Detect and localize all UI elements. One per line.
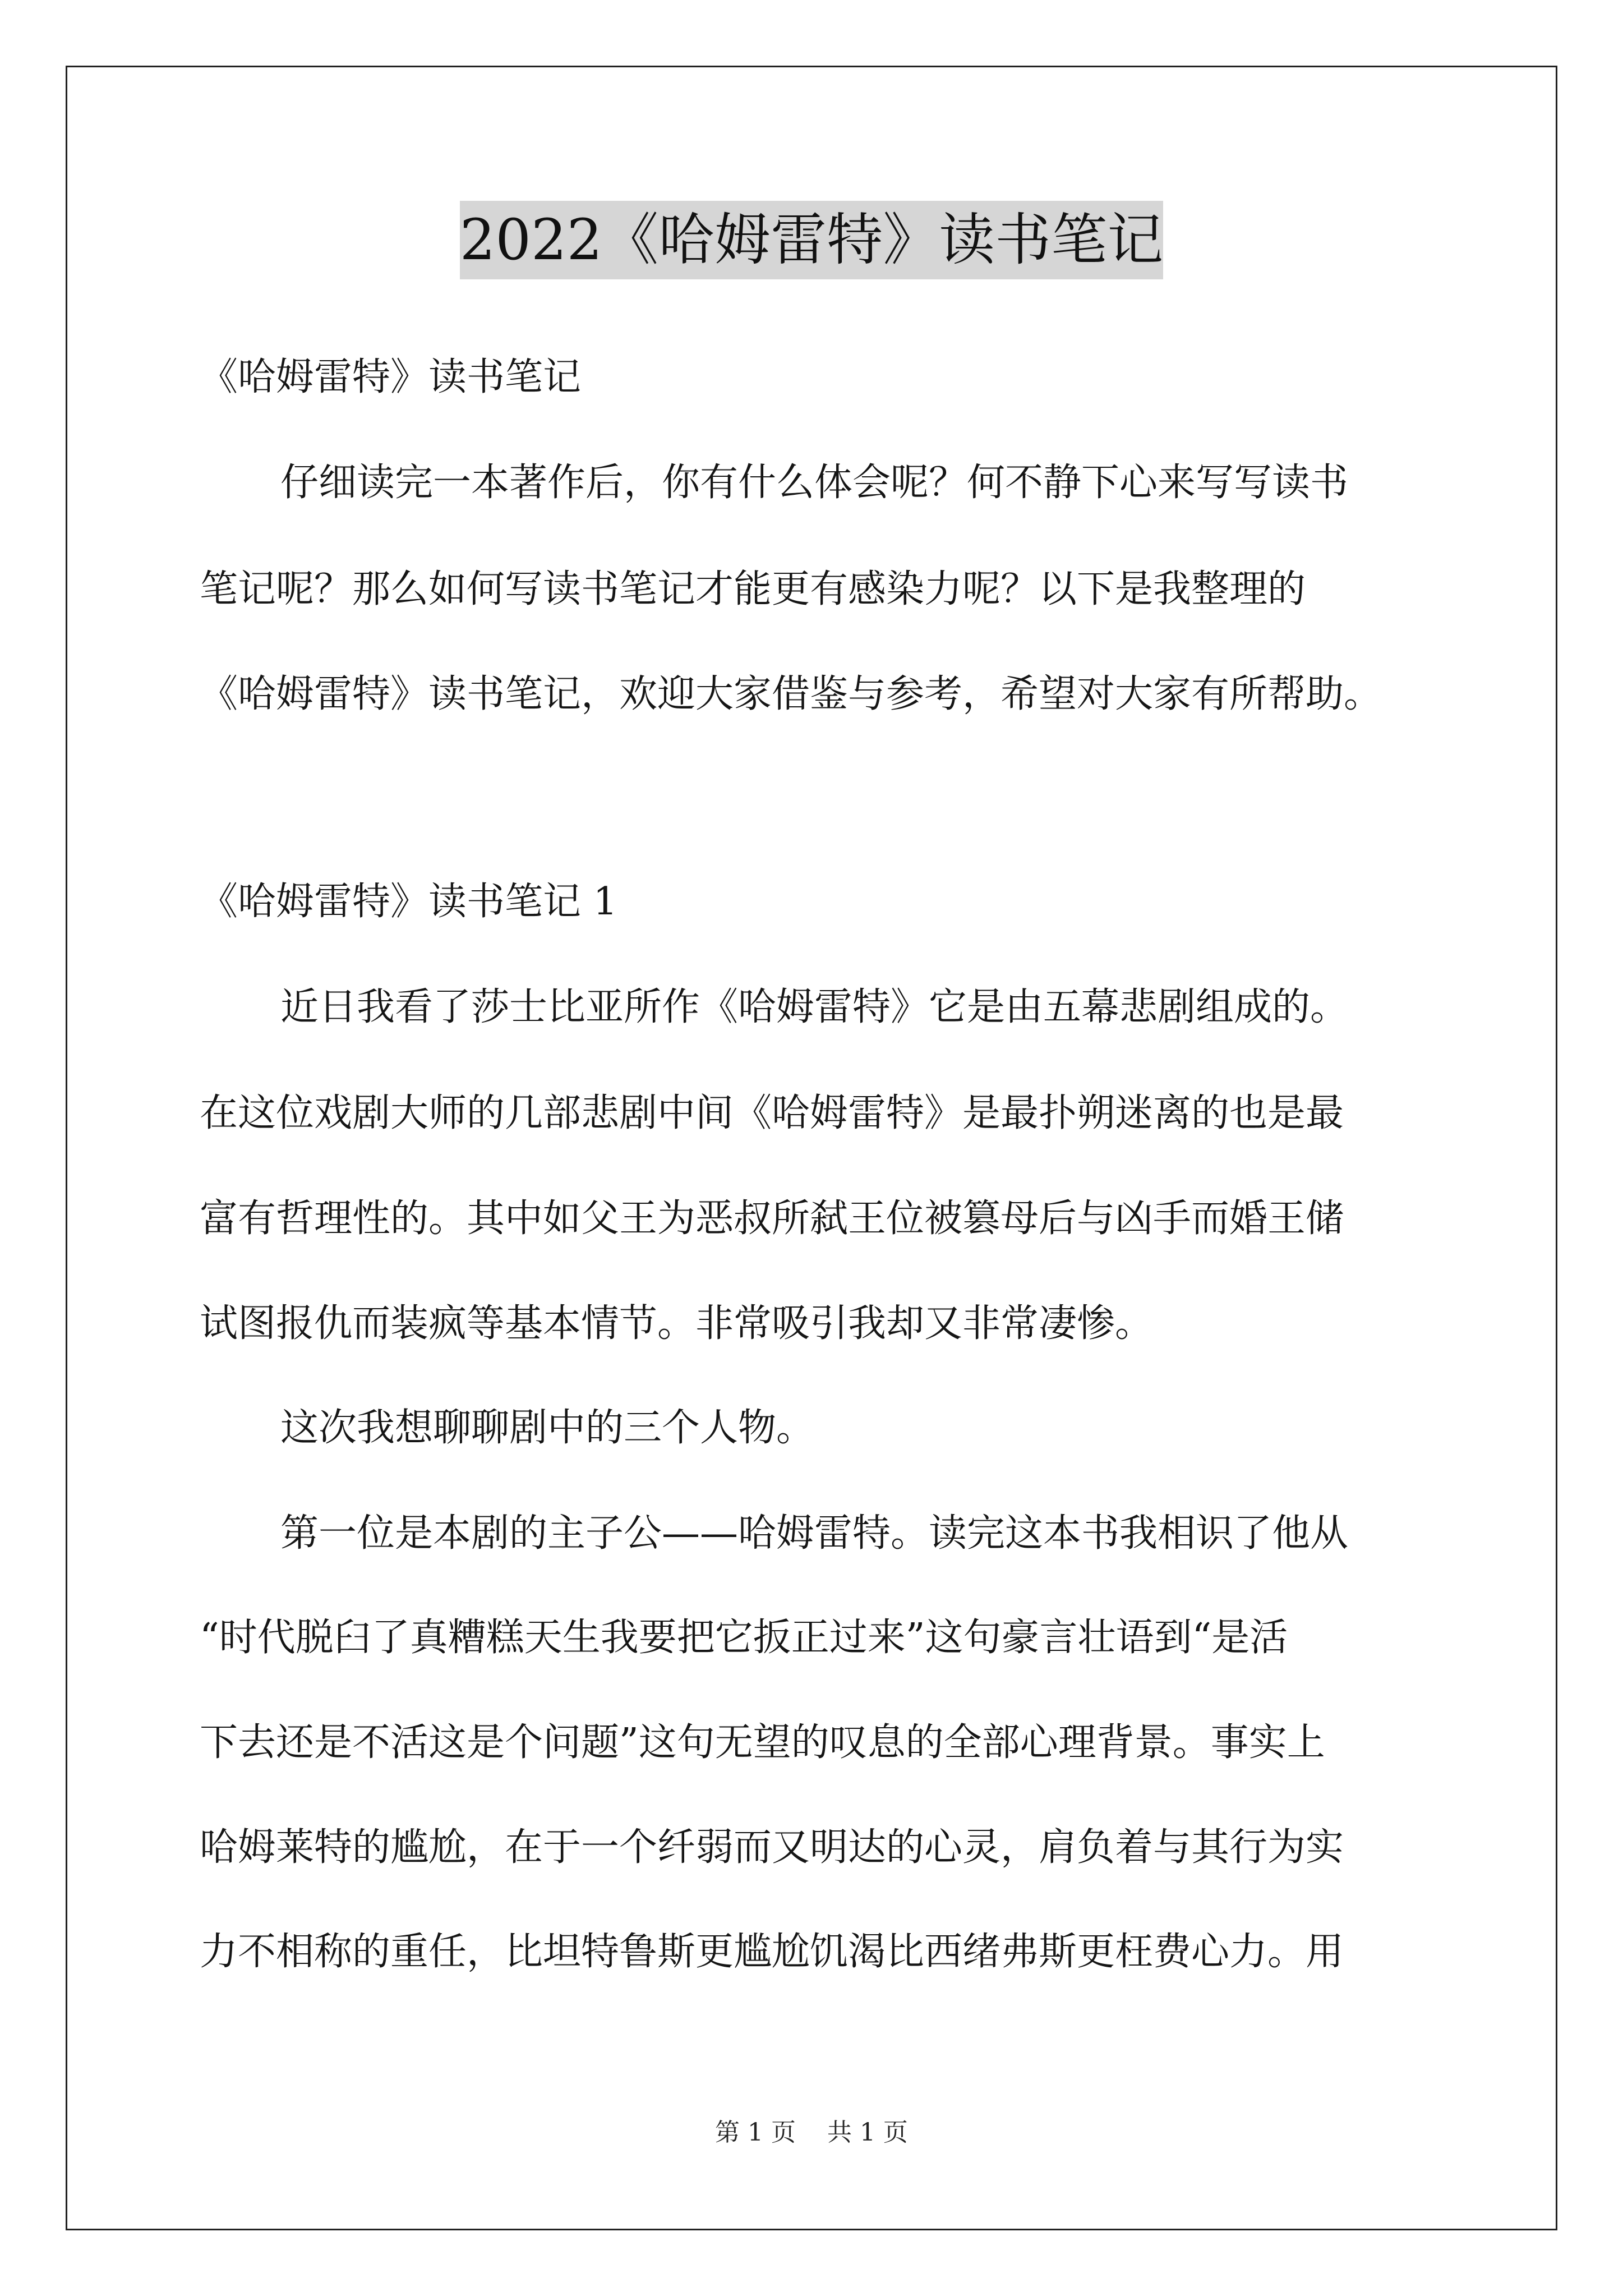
document-title: 2022《哈姆雷特》读书笔记 bbox=[460, 201, 1164, 279]
para3-line-5: 力不相称的重任，比坦特鲁斯更尴尬饥渴比西绪弗斯更枉费心力。用 bbox=[200, 1930, 1344, 1974]
para1-line-4: 试图报仇而装疯等基本情节。非常吸引我却又非常凄惨。 bbox=[200, 1301, 1154, 1346]
intro-line-1: 仔细读完一本著作后，你有什么体会呢？何不静下心来写写读书 bbox=[280, 461, 1349, 505]
page-total: 共 1 页 bbox=[827, 2118, 908, 2147]
section-heading: 《哈姆雷特》读书笔记 1 bbox=[200, 880, 617, 924]
para2-line-1: 这次我想聊聊剧中的三个人物。 bbox=[280, 1406, 815, 1450]
page-footer bbox=[0, 2116, 1623, 2150]
para1-line-1: 近日我看了莎士比亚所作《哈姆雷特》它是由五幕悲剧组成的。 bbox=[280, 985, 1349, 1029]
para3-line-4: 哈姆莱特的尴尬，在于一个纤弱而又明达的心灵，肩负着与其行为实 bbox=[200, 1825, 1344, 1870]
intro-line-2: 笔记呢？那么如何写读书笔记才能更有感染力呢？以下是我整理的 bbox=[200, 567, 1306, 611]
para3-line-1: 第一位是本剧的主子公——哈姆雷特。读完这本书我相识了他从 bbox=[280, 1511, 1349, 1556]
para3-line-3: 下去还是不活这是个问题”这句无望的叹息的全部心理背景。事实上 bbox=[200, 1720, 1325, 1765]
title-wrap bbox=[0, 201, 1623, 279]
para1-line-3: 富有哲理性的。其中如父王为恶叔所弑王位被篡母后与凶手而婚王储 bbox=[200, 1197, 1344, 1241]
para3-line-2: “时代脱臼了真糟糕天生我要把它扳正过来”这句豪言壮语到“是活 bbox=[200, 1616, 1288, 1660]
page-number: 第 1 页 bbox=[715, 2118, 796, 2147]
document-heading: 《哈姆雷特》读书笔记 bbox=[200, 355, 582, 399]
intro-line-3: 《哈姆雷特》读书笔记，欢迎大家借鉴与参考，希望对大家有所帮助。 bbox=[200, 672, 1382, 716]
para1-line-2: 在这位戏剧大师的几部悲剧中间《哈姆雷特》是最扑朔迷离的也是最 bbox=[200, 1091, 1344, 1135]
